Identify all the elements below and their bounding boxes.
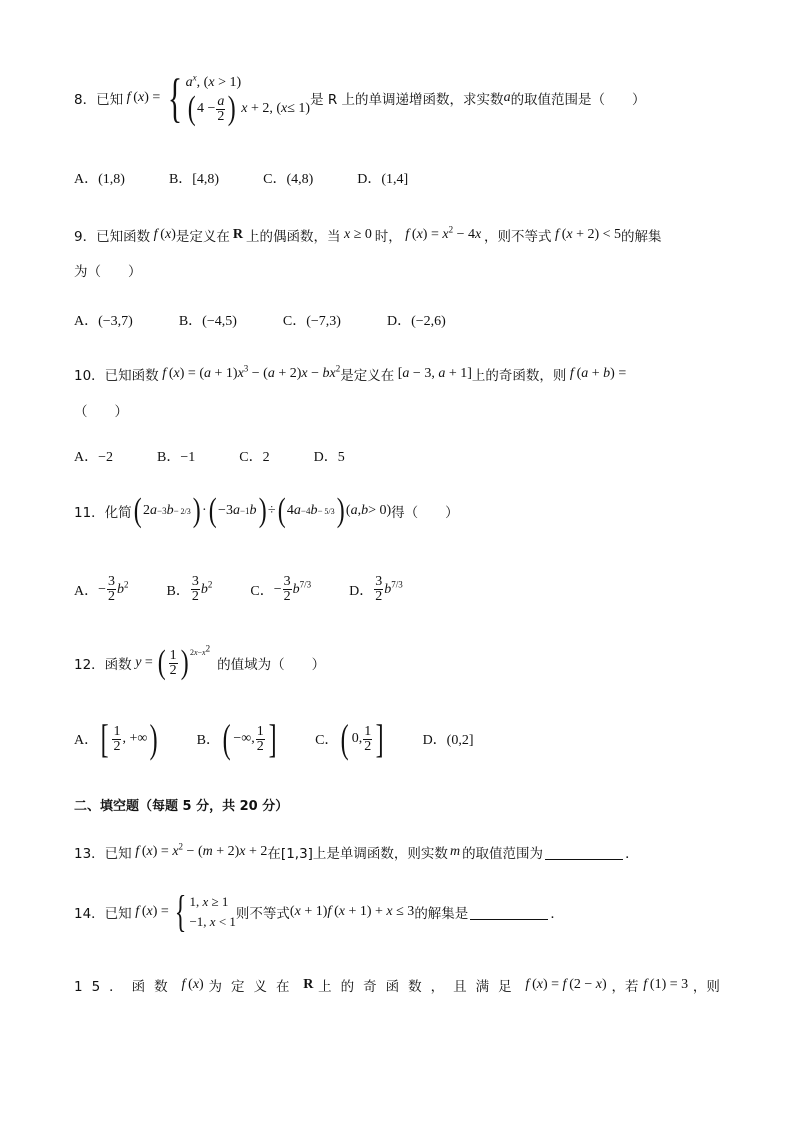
q8-option-d[interactable]: D．(1,4] [357, 172, 409, 187]
q10-option-b[interactable]: B．−1 [157, 450, 196, 465]
q9-text-5: 的解集 [621, 229, 662, 245]
q14-prefix: 14．已知 [74, 906, 132, 922]
piecewise-cases: $a^x$, (x > 1) ( 4 − $\frac{a}{2}$ ) x + 2, ( x ≤ 1) [185, 72, 311, 127]
q12-option-d[interactable]: D．(0,2] [422, 733, 474, 748]
question-13: 13．已知 f $(x) = x^2 - (m + 2)x + 2$ 在[1,3]上是单调函数，则实数 m 的取值范围为 ． [74, 841, 639, 862]
q10-equals: = [618, 366, 627, 381]
q10-option-c[interactable]: C．2 [239, 450, 270, 465]
q8-options [74, 168, 720, 188]
q11-prefix: 11．化简 [74, 505, 132, 521]
q14-text: 则不等式 [235, 906, 290, 922]
q10-option-d[interactable]: D．5 [313, 450, 345, 465]
q13-answer-blank[interactable] [545, 845, 623, 860]
q14-text-2: 的解集是 [414, 906, 469, 922]
section-2-heading: 二、填空题（每题 5 分，共 20 分） [74, 799, 289, 814]
q13-period: ． [625, 846, 639, 862]
q8-text: 是 R 上的单调递增函数，求实数 [310, 92, 504, 108]
q8-option-b[interactable]: B．[4,8) [168, 172, 220, 187]
q11-tail: 得（ ） [391, 505, 459, 521]
q8-tail: 的取值范围是（ ） [510, 92, 646, 108]
q12-options [74, 716, 720, 761]
q15-text-3: ，若 [611, 979, 639, 995]
q13-prefix: 13．已知 [74, 846, 132, 862]
q8-var: a [503, 90, 511, 105]
q10-prefix: 10．已知函数 [74, 368, 159, 384]
q13-text-2: 的取值范围为 [462, 846, 544, 862]
q13-text: 在[1,3]上是单调函数，则实数 [267, 846, 448, 862]
q8-option-c[interactable]: C．(4,8) [263, 172, 314, 187]
q9-option-a[interactable]: A．(−3,7) [74, 314, 133, 329]
question-12 [74, 643, 720, 681]
q11-option-b[interactable]: B． $\frac{3}{2}$ $b^2$ [166, 574, 213, 604]
q10-text-1: 是定义在 [340, 368, 395, 384]
q14-period: ． [550, 906, 564, 922]
q10-line-2: （ ） [74, 404, 128, 420]
q14-answer-blank[interactable] [470, 905, 548, 920]
q9-options [74, 310, 720, 330]
q15-text-1: 为定义在 [208, 979, 299, 995]
q10-option-a[interactable]: A．−2 [74, 450, 114, 465]
q8-option-a[interactable]: A．(1,8) [74, 172, 125, 187]
q14-piecewise: 1, x ≥ 1 −1, x < 1 [189, 894, 236, 929]
q9-text-3: 时， [374, 229, 402, 245]
q11-option-c[interactable]: C． − $\frac{3}{2}$ $b^{7/3}$ [250, 574, 312, 604]
q11-option-a[interactable]: A． − $\frac{3}{2}$ $b^2$ [74, 574, 129, 604]
q11-expression: ( 2 a −3 b − 2/3 ) · ( −3 a −1 b ) ÷ ( 4 a −4 b − 5/3 ) ( a , b > 0) [133, 492, 392, 529]
q9-r: R [232, 227, 243, 242]
q14-left-brace: { [175, 887, 187, 936]
q12-prefix: 12．函数 [74, 657, 132, 673]
q13-var: m [449, 844, 461, 859]
q15-prefix: 15．函数 [74, 979, 177, 995]
q9-text-4: ，则不等式 [484, 229, 552, 245]
q9-prefix: 9．已知函数 [74, 229, 151, 245]
q15-text-4: ，则 [692, 979, 720, 995]
q9-text-1: 是定义在 [175, 229, 230, 245]
q12-expression: y = ( $\frac{1}{2}$ ) $^{2x-x^2}$ [135, 643, 211, 681]
question-14: 14．已知 f (x) = { 1, x ≥ 1 −1, x < 1 则不等式 (x + 1)f (x + 1) + x ≤ 3 的解集是 ． [74, 887, 564, 936]
q15-text-2: 上的奇函数，且满足 [318, 979, 521, 995]
q8-fx: f [123, 90, 134, 105]
q15-r: R [303, 977, 314, 992]
q12-option-b[interactable]: B． ( −∞, $\frac{1}{2}$ ] [196, 716, 277, 761]
q10-text-2: 上的奇函数，则 [471, 368, 567, 384]
q9-text-2: 上的偶函数，当 [245, 229, 341, 245]
question-8: 8．已知 f ( x ) = { $a^x$, (x > 1) ( 4 − $\frac{a}{2}$ ) x + 2, ( x ≤ 1) 是 R 上的单调递增函数，求实数 a 的取值范围是（ ） [74, 68, 646, 128]
q9-option-b[interactable]: B．(−4,5) [178, 314, 237, 329]
q9-option-d[interactable]: D．(−2,6) [386, 314, 446, 329]
question-15: 15．函数 f (x) 为定义在 R 上的奇函数，且满足 f (x) = f (2 − x) ，若 f (1) = 3 ，则 [74, 977, 720, 995]
question-9: 9．已知函数 f ( x ) 是定义在 R 上的偶函数，当 x ≥ 0 时， f $(x) = x^2 - 4x$ ，则不等式 f (x + 2) < 5 的解集 [74, 224, 662, 245]
q11-option-d[interactable]: D． $\frac{3}{2}$ $b^{7/3}$ [349, 574, 403, 604]
q12-tail: 的值域为（ ） [217, 657, 326, 673]
q9-line-2: 为（ ） [74, 264, 142, 280]
q12-option-c[interactable]: C． ( 0, $\frac{1}{2}$ ] [315, 716, 384, 761]
question-10: 10．已知函数 f $(x) = (a + 1)x^3 - (a + 2)x - bx^2$ 是定义在 [a − 3, a + 1] 上的奇函数，则 f (a + b) = [74, 363, 627, 384]
q11-options [74, 575, 720, 604]
q12-option-a[interactable]: A． [ $\frac{1}{2}$ , +∞ ) [74, 716, 159, 761]
left-brace: { [167, 68, 182, 128]
q10-options [74, 446, 720, 466]
q8-prefix: 8．已知 [74, 92, 124, 108]
q9-option-c[interactable]: C．(−7,3) [282, 314, 341, 329]
question-11 [74, 492, 720, 529]
